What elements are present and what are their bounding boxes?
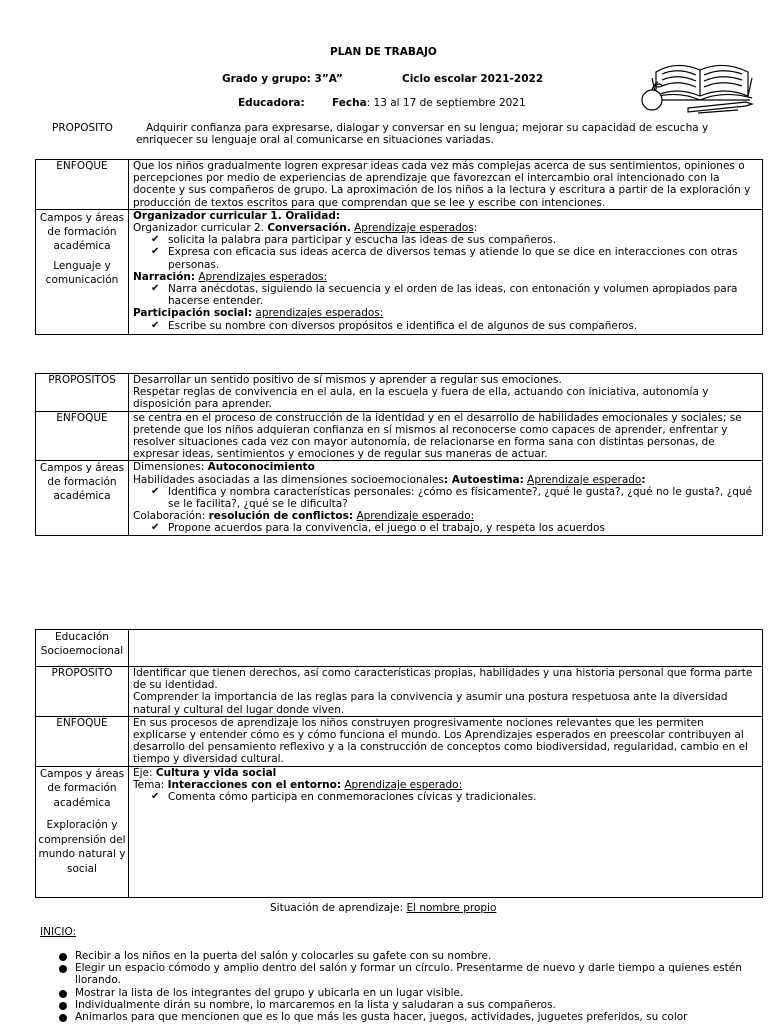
enfoque-text: Que los niños gradualmente logren expresar ideas cada vez más complejas acerca de sus sentimientos, opiniones o percepciones por medio de experiencias de aprendizaje que favorezcan el intercambio oral intencionado con la docente y sus compañeros de grupo. La aproximación de los niños a la lectura y escritura a partir de la exploración y producción de textos escritos para que comprendan que se lee y escribe con intenciones.: [129, 160, 763, 210]
propositos-label: PROPOSITOS: [36, 374, 129, 412]
fecha: [332, 97, 526, 109]
colaboracion: [133, 510, 759, 522]
table-lenguaje: [35, 159, 763, 335]
table-row: [36, 411, 763, 461]
table-row: [36, 209, 763, 334]
book-apple-pencil-icon: [638, 40, 764, 118]
propositos-cell: [129, 374, 763, 412]
eje-cell: [129, 766, 763, 897]
table-row: [36, 160, 763, 210]
org2-bold: Conversación.: [267, 222, 351, 235]
list-item: Animarlos para que mencionen que es lo que más les gusta hacer, juegos, actividades, juguetes preferidos, su color: [58, 1011, 758, 1023]
campos-cell: [36, 209, 129, 334]
aprendizajes-cell: [129, 209, 763, 334]
list-item: ✔ Propone acuerdos para la convivencia, el juego o el trabajo, y respeta los acuerdos: [151, 522, 759, 534]
habilidades: [133, 474, 759, 486]
dimensiones: [133, 461, 759, 473]
participacion-heading: [133, 307, 759, 319]
list-item: Mostrar la lista de los integrantes del grupo y ubicarla en un lugar visible.: [58, 987, 758, 999]
table-row: [36, 766, 763, 897]
hab-colon: :: [641, 473, 646, 486]
narracion-list: [133, 283, 759, 307]
colaboracion-list: [133, 522, 759, 534]
list-item: Elegir un espacio cómodo y amplio dentro del salón y formar un círculo. Presentarme de nuevo y darle tiempo a quienes estén llorando.: [58, 962, 758, 986]
enfoque-label: ENFOQUE: [36, 411, 129, 461]
eje-prefix: Eje:: [133, 766, 156, 779]
tema-bold: Interacciones con el entorno:: [167, 778, 342, 791]
proposito-line-1: Identificar que tienen derechos, así como características propias, habilidades y una historia personal que forma parte de su identidad.: [133, 667, 753, 692]
tema-list: [133, 791, 759, 803]
conversacion-list: [133, 234, 759, 271]
educadora-label: Educadora:: [238, 97, 305, 109]
proposito-cell: [129, 667, 763, 717]
narracion-bold: Narración:: [133, 270, 196, 283]
participacion-list: [133, 320, 759, 332]
eje-bold: Cultura y vida social: [155, 766, 277, 779]
enfoque-line-2: resolver situaciones cada vez con mayor autonomía, de relacionarse en forma sana con distintas personas, de expresar ideas, sentimientos y emociones y de regular sus maneras de actuar.: [133, 436, 715, 461]
tema-link: Aprendizaje esperado:: [344, 778, 463, 791]
enfoque-line-1: se centra en el proceso de construcción de la identidad y en el desarrollo de habilidades emocionales y sociales; se pretende que los niños adquieran confianza en sí mismos al reconocerse como capaces de aprender, enfrentar y: [133, 411, 742, 436]
col-link: Aprendizaje esperado:: [356, 510, 475, 523]
hab-prefix: Habilidades asociadas a las dimensiones socioemocionales: [133, 473, 444, 486]
tema-prefix: Tema:: [133, 778, 168, 791]
enfoque-label: ENFOQUE: [36, 716, 129, 766]
inicio-list: [58, 950, 758, 1023]
empty-cell: [129, 630, 763, 667]
fecha-value: : 13 al 17 de septiembre 2021: [366, 97, 526, 109]
list-item: ✔ Identifica y nombra características personales: ¿cómo es físicamente?, ¿qué le gusta?, ¿qué no le gusta?, ¿qué se le facilita?, ¿qué se le dificulta?: [151, 486, 759, 510]
campos-label: Campos y áreas de formación académica: [36, 461, 129, 535]
fecha-label: Fecha: [332, 97, 367, 109]
participacion-bold: Participación social:: [133, 307, 253, 320]
page-title: PLAN DE TRABAJO: [330, 46, 437, 58]
campos-label: Campos y áreas de formación académica: [39, 767, 125, 809]
list-item: ✔ Expresa con eficacia sus ideas acerca de diversos temas y atiende lo que se dice en interacciones con otras personas.: [151, 246, 759, 270]
table-socioemocional: [35, 373, 763, 536]
eje: [133, 767, 759, 779]
narracion-heading: [133, 271, 759, 283]
hab-bold: : Autoestima:: [443, 473, 524, 486]
area-label: Lenguaje y comunicación: [45, 259, 119, 286]
situacion-prefix: Situación de aprendizaje:: [270, 902, 407, 914]
org2-link: Aprendizaje esperados: [354, 222, 474, 235]
list-item: ✔ Narra anécdotas, siguiendo la secuencia y el orden de las ideas, con entonación y volumen apropiados para hacerse entender.: [151, 283, 759, 307]
list-item: ✔ Escribe su nombre con diversos propósitos e identifica el de algunos de sus compañeros.: [151, 320, 759, 332]
autoestima-list: [133, 486, 759, 510]
enfoque-label: ENFOQUE: [36, 160, 129, 210]
enfoque-text: En sus procesos de aprendizaje los niños construyen progresivamente nociones relevantes que les permiten explicarse y entender cómo es y cómo funciona el mundo. Los Aprendizajes esperados en preescolar contribuyen al desarrollo del pensamiento reflexivo y a la construcción de conceptos como biodiversidad, regularidad, cambio en el tiempo y diversidad cultural.: [129, 716, 763, 766]
list-item: ✔ solicita la palabra para participar y escucha las ideas de sus compañeros.: [151, 234, 759, 246]
tema: [133, 779, 759, 791]
narracion-link: Aprendizajes esperados:: [198, 270, 328, 283]
proposito-label: PROPOSITO: [36, 667, 129, 717]
list-item: Recibir a los niños en la puerta del salón y colocarles su gafete con su nombre.: [58, 950, 758, 962]
grado-grupo: Grado y grupo: 3”A”: [222, 73, 343, 85]
hab-link: Aprendizaje esperado: [527, 473, 642, 486]
propositos-line-1: Desarrollar un sentido positivo de sí mismos y aprender a regular sus emociones.: [133, 374, 562, 386]
list-item: Individualmente dirán su nombre, lo marcaremos en la lista y saludaran a sus compañeros.: [58, 999, 758, 1011]
campos-label: Campos y áreas de formación académica: [39, 211, 125, 252]
proposito-text: Adquirir confianza para expresarse, dialogar y conversar en su lengua; mejorar su capacidad de escucha y enriquecer su lenguaje oral al comunicarse en situaciones variadas.: [136, 122, 709, 147]
table-row: [36, 630, 763, 667]
situacion-aprendizaje: [270, 902, 496, 914]
table-row: [36, 667, 763, 717]
inicio-heading: INICIO:: [40, 926, 77, 938]
propositos-line-2: Respetar reglas de convivencia en el aula, en la escuela y fuera de ella, actuando con iniciativa, autonomía y disposición para aprender.: [133, 386, 709, 411]
table-exploracion: [35, 629, 763, 898]
proposito-label: PROPOSITO: [52, 122, 113, 134]
area-label: Exploración y comprensión del mundo natural y social: [38, 819, 126, 875]
organizador-1: Organizador curricular 1. Oralidad:: [133, 209, 341, 222]
ciclo-escolar: Ciclo escolar 2021-2022: [402, 73, 544, 85]
enfoque-cell: [129, 411, 763, 461]
col-prefix: Colaboración:: [133, 510, 209, 523]
educacion-socioemocional-label: Educación Socioemocional: [36, 630, 129, 667]
habilidades-cell: [129, 461, 763, 535]
table-row: [36, 461, 763, 535]
col-bold: resolución de conflictos:: [208, 510, 354, 523]
situacion-link: El nombre propio: [406, 902, 497, 914]
org2-prefix: Organizador curricular 2.: [133, 222, 268, 235]
campos-cell: [36, 766, 129, 897]
dim-prefix: Dimensiones:: [133, 461, 208, 474]
list-item: ✔ Comenta cómo participa en conmemoraciones cívicas y tradicionales.: [151, 791, 759, 803]
table-row: [36, 374, 763, 412]
organizador-2: [133, 222, 759, 234]
participacion-link: aprendizajes esperados:: [255, 307, 384, 320]
table-row: [36, 716, 763, 766]
org2-colon: :: [473, 222, 478, 235]
dim-bold: Autoconocimiento: [207, 461, 315, 474]
proposito-line-2: Comprender la importancia de las reglas para la convivencia y asumir una postura respetuosa ante la diversidad natural y cultural del lugar donde viven.: [133, 691, 728, 716]
